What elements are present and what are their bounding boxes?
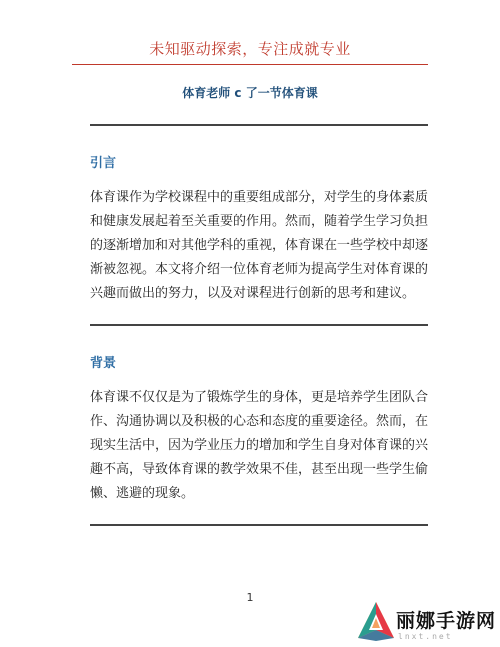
section-divider (90, 324, 428, 326)
section-heading-background: 背景 (90, 356, 117, 371)
watermark-domain: lnxt.net (398, 632, 453, 641)
header-slogan: 未知驱动探索，专注成就专业 (149, 40, 351, 58)
section-body-intro: 体育课作为学校课程中的重要组成部分，对学生的身体素质和健康发展起着至关重要的作用。然而，随着学生学习负担的逐渐增加和对其他学科的重视，体育课在一些学校中却逐渐被忽视。本文将介绍一位体育老师为提高学生对体育课的兴趣而做出的努力，以及对课程进行创新的思考和建议。 (90, 190, 429, 301)
section-heading-intro: 引言 (90, 156, 117, 171)
site-logo-icon (356, 600, 396, 642)
section-body-background: 体育课不仅仅是为了锻炼学生的身体，更是培养学生团队合作、沟通协调以及积极的心态和态度的重要途径。然而，在现实生活中，因为学业压力的增加和学生自身对体育课的兴趣不高，导致体育课的教学效果不佳，甚至出现一些学生偷懒、逃避的现象。 (90, 390, 429, 501)
site-watermark (356, 600, 496, 644)
document-title: 体育老师 c 了一节体育课 (182, 86, 318, 100)
watermark-site-name: 丽娜手游网 (396, 610, 497, 632)
header-divider (72, 64, 428, 65)
section-divider (90, 524, 428, 526)
section-divider (90, 124, 428, 126)
page-number: 1 (246, 591, 254, 604)
